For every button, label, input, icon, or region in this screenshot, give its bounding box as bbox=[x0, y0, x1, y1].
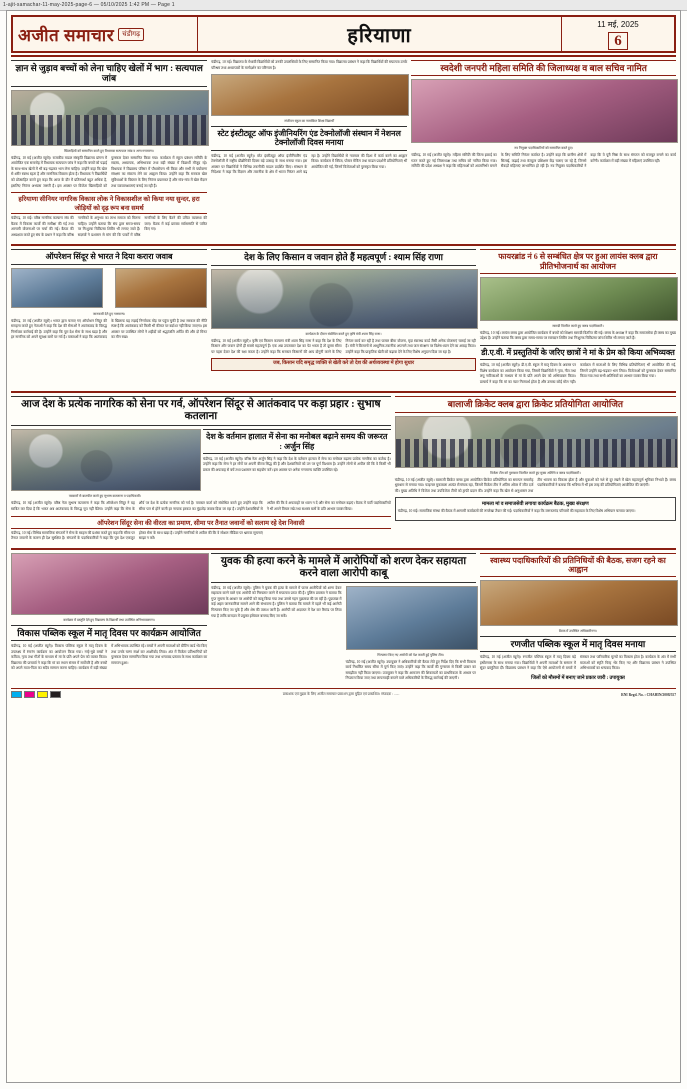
column-a bbox=[11, 60, 207, 241]
newspaper-sheet bbox=[6, 10, 681, 1083]
caption-a4: पत्रकारों से बातचीत करते हुए सुभाष कतलाना व पदाधिकारी। bbox=[68, 494, 142, 499]
headline-a13: फायरब्रांड नं 6 से सम्बंधित क्षेत्र पर हुआ लायंस क्लब द्वारा प्रीतिभोजनार्थ का आयोजन bbox=[480, 249, 676, 273]
body-a7-lead: चंडीगढ़, 10 मई। विद्यालय के मेधावी विद्यार्थियों को उनकी उपलब्धियों के लिए सम्मानित किया गया। विद्यालय प्रबंधन ने कहा कि विद्यार्थियों की सफलता उनके परिश्रम तथा अध्यापकों के मार्गदर्शन का परिणाम है। bbox=[211, 60, 408, 70]
headline-a19: जिलों को मौसमों में बनाए जाने प्रकार जारी : उपायुक्त bbox=[531, 676, 625, 682]
headline-a11: युवक की हत्या करने के मामले में आरोपियों को शरण देकर सहायता करने वाला आरोपी काबू bbox=[211, 553, 476, 583]
body-a5: चंडीगढ़, 10 मई। विभिन्न सामाजिक संगठनों ने सेना के साहस की प्रशंसा करते हुए कहा कि सीमा पर तैनात जवानों के कारण ही देश सुरक्षित है। संगठनों के पदाधिकारियों ने कहा कि पूरा देश एकजुट होकर सेना के साथ खड़ा है। उन्होंने नागरिकों से अपील की कि वे सोशल मीडिया पर भ्रामक सूचनाएं साझा न करें। bbox=[11, 530, 263, 541]
body-a6: चंडीगढ़, 10 मई (अजीत ब्यूरो)। विकास पब्लिक स्कूल में मातृ दिवस के उपलक्ष्य में रंगारंग कार्यक्रम का आयोजन किया गया। नन्हे-मुन्ने बच्चों ने कविता, नृत्य तथा गीतों के माध्यम से मां के प्रति अपने प्रेम को व्यक्त किया। विद्यालय की प्राचार्या ने कहा कि मां का स्थान संसार में सर्वोपरि है और बच्चों को अपने माता-पिता का सदैव सम्मान करना चाहिए। कार्यक्रम में बड़ी संख्या में अभिभावक उपस्थित रहे। बच्चों ने अपनी माताओं को ग्रीटिंग कार्ड भेंट किए तथा उनके चरण स्पर्श कर आशीर्वाद लिया। अंत में विजेता प्रतिभागियों को पुरस्कार देकर सम्मानित किया गया तथा धन्यवाद प्रस्ताव के साथ कार्यक्रम का समापन हुआ। bbox=[11, 643, 208, 671]
body-a12: चंडीगढ़, 10 मई (अजीत ब्यूरो)। महिला समिति की जिला इकाई का गठन करते हुए नई जिलाध्यक्ष तथा सचिव को नामित किया गया। समिति की प्रदेश अध्यक्ष ने कहा कि महिलाओं को आत्मनिर्भर बनाने के लिए समिति निरंतर कार्यरत है। उन्होंने कहा कि ग्रामीण क्षेत्रों में सिलाई, कढ़ाई तथा कंप्यूटर प्रशिक्षण केंद्र चलाए जा रहे हैं, जिनसे सैकड़ों महिलाएं लाभान्वित हो रही हैं। नव नियुक्त पदाधिकारियों ने कहा कि वे पूरी निष्ठा के साथ संगठन को मजबूत बनाने का कार्य करेंगी। कार्यक्रम में बड़ी संख्या में महिलाएं उपस्थित रहीं। bbox=[411, 153, 676, 169]
body-a10: चंडीगढ़, 10 मई (अजीत ब्यूरो)। वरिष्ठ नेता अर्जुन सिंह ने कहा कि देश के वर्तमान हालात में सेना का मनोबल बढ़ाना प्रत्येक नागरिक का कर्तव्य है। उन्होंने कहा कि सेना ने हर मोर्चे पर अपनी वीरता सिद्ध की है और देशवासियों को उन पर पूर्ण विश्वास है। उन्होंने लोगों से अपील की कि वे किसी भी प्रकार की अफवाह से बचें तथा प्रशासन का सहयोग करें। इस अवसर पर अनेक गणमान्य व्यक्ति उपस्थित रहे। bbox=[202, 456, 391, 472]
caption-a6: कार्यक्रम में प्रस्तुति देते हुए विद्यालय के विद्यार्थी तथा उपस्थित अभिभावकगण। bbox=[63, 617, 155, 622]
paper-name: अजीत समाचार bbox=[18, 25, 115, 45]
photo-a9 bbox=[211, 269, 478, 329]
imprint-line: प्रकाशक एवं मुद्रक के लिए अजीत समाचार प्रकाशन द्वारा मुद्रित एवं प्रकाशित। संपादक : ...... bbox=[282, 692, 400, 696]
headline-a3: ऑपरेशन सिंदूर से भारत ने दिया करारा जवाब bbox=[11, 249, 207, 264]
headline-a7: संजीवन स्कूल का नामांकित शिक्षा विद्यार्थी bbox=[284, 119, 335, 124]
photo-a7 bbox=[211, 74, 409, 116]
row-divider-3 bbox=[11, 548, 676, 550]
headline-a15: बालाजी क्रिकेट क्लब द्वारा क्रिकेट प्रतियोगिता आयोजित bbox=[395, 396, 676, 412]
body-a15: चंडीगढ़, 10 मई (अजीत ब्यूरो)। बालाजी क्रिकेट क्लब द्वारा आयोजित क्रिकेट प्रतियोगिता का समापन समारोह धूमधाम से मनाया गया। फाइनल मुकाबला अत्यंत रोमांचक रहा, जिसमें विजेता टीम ने अंतिम ओवर में जीत दर्ज की। मुख्य अतिथि ने विजेता तथा उपविजेता टीमों को ट्राफी प्रदान की। उन्होंने कहा कि खेल से अनुशासन तथा टीम भावना का विकास होता है और युवाओं को नशे से दूर रखने में खेल महत्वपूर्ण भूमिका निभाते हैं। क्लब पदाधिकारियों ने बताया कि भविष्य में भी इस तरह की प्रतियोगिताएं आयोजित की जाएंगी। bbox=[394, 477, 676, 493]
body-a17: चंडीगढ़, 10 मई (अजीत ब्यूरो)। रणजीत पब्लिक स्कूल में मातृ दिवस बड़े हर्षोल्लास के साथ मनाया गया। विद्यार्थियों ने अपनी माताओं के सम्मान में सुंदर प्रस्तुतियां दीं। विद्यालय प्रबंधन ने कहा कि ऐसे आयोजनों से बच्चों में संस्कार तथा पारिवारिक मूल्यों का विकास होता है। कार्यक्रम के अंत में सभी माताओं को स्मृति चिन्ह भेंट किए गए और विद्यालय प्रबंधन ने उपस्थित अभिभावकों का धन्यवाद किया। bbox=[479, 655, 677, 671]
body-a1: चंडीगढ़, 10 मई (अजीत ब्यूरो)। राजकीय माडल संस्कृति विद्यालय प्रांगण में आयोजित एक समारोह में विधायक सत्यपाल जांब ने कहा कि बच्चों को पढ़ाई के साथ-साथ खेलों में भी बढ़-चढ़कर भाग लेना चाहिए। उन्होंने कहा कि खेल से शरीर स्वस्थ रहता है और मानसिक विकास होता है। विधायक ने विद्यार्थियों को प्रोत्साहित करते हुए कहा कि आज के दौर में प्रतिस्पर्धा बहुत अधिक है, इसलिए निरंतर अभ्यास जरूरी है। इस अवसर पर विजेता खिलाड़ियों को पुरस्कार देकर सम्मानित किया गया। कार्यक्रम में स्कूल प्रबंधन समिति के सदस्य, अध्यापक, अभिभावक तथा बड़ी संख्या में विद्यार्थी मौजूद रहे। विधायक ने विद्यालय परिसर में पौधारोपण भी किया और सभी से पर्यावरण संरक्षण का संकल्प लेने का आह्वान किया। उन्होंने कहा कि सरकार खेल सुविधाओं के विस्तार के लिए निरंतर प्रयासरत है और गांव-गांव में खेल मैदान तथा व्यायामशालाएं बनाई जा रही हैं। bbox=[11, 155, 208, 188]
issue-date: 11 मई, 2025 bbox=[597, 19, 639, 29]
masthead-rule bbox=[11, 55, 676, 57]
masthead-left bbox=[13, 17, 198, 51]
column-b4 bbox=[211, 553, 476, 685]
caption-a13: सामग्री वितरित करते हुए क्लब पदाधिकारी। bbox=[552, 323, 604, 328]
headline-a9: देश के लिए किसान व जवान होते हैं महत्वपूर्ण : श्याम सिंह राणा bbox=[211, 249, 476, 265]
photo-a18 bbox=[480, 580, 678, 626]
caption-a15: विजेता टीम को पुरस्कार वितरित करते हुए मुख्य अतिथि व क्लब पदाधिकारी। bbox=[490, 470, 581, 475]
headline-a8: स्टेट इंस्टीट्यूट ऑफ इंजीनियरिंग एंड टेक्नोलॉजी संस्थान में नेशनल टेक्नोलॉजी दिवस मनाया bbox=[211, 126, 407, 150]
caption-a18: बैठक में उपस्थित अधिकारीगण। bbox=[558, 629, 597, 633]
headline-a5: ऑपरेशन सिंदूर सेना की वीरता का प्रमाण, सीमा पर तैनात जवानों को सलाम रहे देश निवासी bbox=[11, 516, 391, 529]
headline-a10: देश के वर्तमान हालात में सेना का मनोबल बढ़ाने समय की जरूरत : अर्जुन सिंह bbox=[203, 429, 391, 453]
city-tag: चंडीगढ़ bbox=[118, 28, 144, 41]
row-2 bbox=[11, 249, 676, 388]
body-a13: चंडीगढ़, 10 मई। लायंस क्लब द्वारा आयोजित कार्यक्रम में बच्चों को शिक्षण सामग्री वितरित की गई। क्लब के अध्यक्ष ने कहा कि समाजसेवा ही क्लब का मुख्य उद्देश्य है। उन्होंने बताया कि क्लब द्वारा समय-समय पर रक्तदान शिविर तथा निःशुल्क चिकित्सा जांच शिविर भी लगाए जाते हैं। bbox=[479, 330, 677, 341]
page-footer bbox=[11, 688, 676, 698]
photo-a15 bbox=[395, 416, 678, 468]
headline-a17: रणजीत पब्लिक स्कूल में मातृ दिवस मनाया bbox=[480, 636, 676, 652]
headline-a18: स्वास्थ्य पदाधिकारियों की प्रतिनिधियों की बैठक, सजग रहने का आह्वान bbox=[480, 553, 676, 577]
body-a16: चंडीगढ़, 10 मई। सामाजिक संस्था की बैठक में आगामी कार्यक्रमों की रूपरेखा तैयार की गई। पदाधिकारियों ने कहा कि जरूरतमंद परिवारों की सहायता के लिए विशेष अभियान चलाया जाएगा। bbox=[397, 509, 636, 514]
window-title-bar: 1-ajit-samachar-11-may-2025-page-6 — 05/10/2025 1:42 PM — Page 1 bbox=[0, 0, 687, 11]
column-c3 bbox=[395, 396, 676, 544]
masthead-center bbox=[198, 17, 561, 51]
page-number: 6 bbox=[608, 32, 628, 50]
column-a3 bbox=[11, 396, 391, 544]
headline-a4: आज देश के प्रत्येक नागरिक को सेना पर गर्व, ऑपरेशन सिंदूर से आतंकवाद पर कड़ा प्रहार : सुभाष कतलाना bbox=[11, 396, 391, 426]
box-a16 bbox=[395, 497, 676, 521]
masthead bbox=[11, 15, 676, 53]
headline-a6: विकास पब्लिक स्कूल में मातृ दिवस पर कार्यक्रम आयोजित bbox=[11, 625, 207, 641]
headline-a16: मामला मां व समाजसेवी लगाया कार्यक्रम बैठक, मुख्य संरक्षण bbox=[482, 502, 589, 508]
column-c bbox=[411, 60, 676, 241]
photo-a13 bbox=[480, 277, 678, 321]
column-b2 bbox=[211, 249, 476, 388]
column-b bbox=[211, 60, 407, 241]
edition-state: हरियाणा bbox=[347, 24, 412, 47]
rni-number: RNI Regd. No. : CHAHIN/2008/557 bbox=[621, 692, 676, 697]
masthead-right bbox=[561, 17, 674, 51]
caption-a3: जानकारी देते हुए गणमान्य। bbox=[92, 311, 126, 316]
photo-a4 bbox=[11, 429, 201, 491]
photo-a3 bbox=[11, 268, 103, 308]
caption-a12: नव नियुक्त पदाधिकारियों को सम्मानित करते हुए। bbox=[514, 146, 574, 151]
body-a14: चंडीगढ़, 10 मई (अजीत ब्यूरो)। डी.ए.वी. स्कूल में मातृ दिवस के अवसर पर विशेष कार्यक्रम का आयोजन किया गया, जिसमें विद्यार्थियों ने नृत्य, गीत तथा लघु नाटिकाओं के माध्यम से मां के प्रति अपने प्रेम को अभिव्यक्त किया। प्राचार्य ने कहा कि मां का प्यार निःस्वार्थ होता है और उसका कोई मोल नहीं। कार्यक्रम में माताओं के लिए विभिन्न प्रतियोगिताएं भी आयोजित की गईं, जिनमें उन्होंने बढ़-चढ़कर भाग लिया। विजेताओं को पुरस्कार देकर सम्मानित किया गया तथा सभी अतिथियों का आभार व्यक्त किया गया। bbox=[479, 363, 677, 384]
registration-marks bbox=[11, 691, 61, 698]
body-a11: चंडीगढ़, 10 मई (अजीत ब्यूरो)। पुलिस ने युवक की हत्या के मामले में फरार आरोपियों को शरण देकर सहायता करने वाले एक आरोपी को गिरफ्तार करने में सफलता प्राप्त की है। पुलिस प्रवक्ता ने बताया कि गुप्त सूचना के आधार पर आरोपी को काबू किया गया तथा उससे गहन पूछताछ की जा रही है। पूछताछ में कई अहम जानकारियां सामने आने की संभावना है। पुलिस ने बताया कि मामले में पहले भी कई आरोपी गिरफ्तार किए जा चुके हैं और शेष की तलाश जारी है। आरोपी को अदालत में पेश कर रिमांड पर लिया गया है ताकि वारदात में प्रयुक्त हथियार बरामद किए जा सकें। bbox=[211, 585, 342, 618]
photo-a3b bbox=[115, 268, 207, 308]
photo-a11 bbox=[346, 586, 478, 650]
caption-a1: खिलाड़ियों को सम्मानित करते हुए विधायक सत्यपाल जांब व अन्य गणमान्य। bbox=[64, 148, 154, 153]
body-a3: चंडीगढ़, 10 मई (अजीत ब्यूरो)। भारत द्वारा चलाए गए ऑपरेशन सिंदूर की सराहना करते हुए नेताओं ने कहा कि देश की सेनाओं ने आतंकवाद के विरुद्ध निर्णायक कार्रवाई की है। उन्होंने कहा कि पूरा देश सेना के साथ खड़ा है और हर नागरिक को अपने सुरक्षा बलों पर गर्व है। वक्ताओं ने कहा कि आतंकवाद के खिलाफ यह लड़ाई निर्णायक मोड़ पर पहुंच चुकी है तथा सरकार की नीति स्पष्ट है कि आतंकवाद को किसी भी कीमत पर बर्दाश्त नहीं किया जाएगा। इस अवसर पर उपस्थित लोगों ने शहीदों को श्रद्धांजलि अर्पित की और दो मिनट का मौन रखा। bbox=[11, 318, 208, 340]
headline-a1: ज्ञान से जुड़ाव बच्चों को लेना चाहिए खेलों में भाग : सत्यपाल जांब bbox=[11, 60, 207, 87]
row-3 bbox=[11, 396, 676, 544]
column-a2 bbox=[11, 249, 207, 388]
body-a8: चंडीगढ़, 10 मई (अजीत ब्यूरो)। स्टेट इंस्टीट्यूट ऑफ इंजीनियरिंग एंड टेक्नोलॉजी में राष्ट्रीय प्रौद्योगिकी दिवस बड़े उत्साह के साथ मनाया गया। इस अवसर पर विद्यार्थियों ने विभिन्न तकनीकी माडल प्रदर्शित किए। संस्थान के निदेशक ने कहा कि विज्ञान और तकनीक के क्षेत्र में भारत निरंतर आगे बढ़ रहा है। उन्होंने विद्यार्थियों से नवाचार की दिशा में कार्य करने का आह्वान किया। कार्यक्रम में क्विज, पोस्टर मेकिंग तथा माडल प्रदर्शनी प्रतियोगिताएं भी आयोजित की गईं, जिनमें विजेताओं को पुरस्कृत किया गया। bbox=[211, 153, 408, 175]
body-a9: चंडीगढ़, 10 मई (अजीत ब्यूरो)। कृषि एवं किसान कल्याण मंत्री श्याम सिंह राणा ने कहा कि देश के लिए किसान और जवान दोनों ही सबसे महत्वपूर्ण हैं। एक अन्न उपजाकर देश का पेट भरता है तो दूसरा सीमा पर पहरा देकर देश की रक्षा करता है। उन्होंने कहा कि सरकार किसानों की आय दोगुनी करने के लिए निरंतर कार्य कर रही है तथा फसल बीमा योजना, मृदा स्वास्थ्य कार्ड जैसी अनेक योजनाएं चलाई जा रही हैं। मंत्री ने किसानों से आधुनिक तकनीक अपनाने तथा जल संरक्षण पर विशेष ध्यान देने का आग्रह किया। उन्होंने कहा कि प्राकृतिक खेती को बढ़ावा देने के लिए विशेष अनुदान दिया जा रहा है। bbox=[211, 338, 476, 354]
body-a4: चंडीगढ़, 10 मई (अजीत ब्यूरो)। वरिष्ठ नेता सुभाष कतलाना ने कहा कि ऑपरेशन सिंदूर ने यह साबित कर दिया है कि भारत अब आतंकवाद के विरुद्ध चुप नहीं बैठेगा। उन्होंने कहा कि सेना के शौर्य पर देश के प्रत्येक नागरिक को गर्व है। पत्रकार वार्ता को संबोधित करते हुए उन्होंने कहा कि सीमा पार से होने वाली हर नापाक हरकत का मुंहतोड़ जवाब दिया जा रहा है। उन्होंने देशवासियों से अपील की कि वे अफवाहों पर ध्यान न दें और सेना का मनोबल बढ़ाएं। बैठक में पार्टी पदाधिकारियों ने भी अपने विचार रखे तथा सशस्त्र बलों के प्रति आभार व्यक्त किया। bbox=[11, 501, 391, 511]
caption-a9: कार्यक्रम के दौरान संबोधित करते हुए कृषि मंत्री श्याम सिंह राणा। bbox=[305, 331, 382, 336]
pullquote-a9: जब, किसान यदि समृद्ध व्यक्ति से खेती करे तो देश की अर्थव्यवस्था में होगा सुधार bbox=[211, 358, 476, 371]
headline-a14: डी.ए.वी. में प्रस्तुतियों के जरिए छात्रों ने मां के प्रेम को किया अभिव्यक्त bbox=[480, 345, 676, 360]
row-divider-2 bbox=[11, 391, 676, 393]
photo-a12 bbox=[411, 79, 678, 143]
column-c2 bbox=[480, 249, 676, 388]
row-4 bbox=[11, 553, 676, 685]
row-divider-1 bbox=[11, 244, 676, 246]
column-c4 bbox=[480, 553, 676, 685]
column-a4 bbox=[11, 553, 207, 685]
headline-a12: स्वदेशी जनपरी महिला समिति की जिलाध्यक्ष व बाल सचिव नामित bbox=[411, 60, 676, 76]
caption-a11: गिरफ्तार किए गए आरोपी को पेश करती हुई पुलिस टीम। bbox=[377, 652, 445, 657]
photo-a6 bbox=[11, 553, 209, 615]
body-a19: चंडीगढ़, 10 मई (अजीत ब्यूरो)। उपायुक्त ने अधिकारियों की बैठक लेते हुए निर्देश दिए कि सभी विकास कार्य निर्धारित समय सीमा में पूर्ण किए जाएं। उन्होंने कहा कि कार्यों की गुणवत्ता से किसी प्रकार का समझौता नहीं किया जाएगा। उपायुक्त ने कहा कि आमजन की शिकायतों का प्राथमिकता के आधार पर निपटारा किया जाए तथा लापरवाही बरतने वाले अधिकारियों के विरुद्ध कार्रवाई की जाएगी। bbox=[345, 659, 476, 681]
body-a2: चंडीगढ़, 10 मई। वरिष्ठ नागरिक कल्याण संघ की बैठक में विकास कार्यों की समीक्षा की गई तथा आगामी योजनाओं पर चर्चा की गई। बैठक की अध्यक्षता करते हुए संघ के प्रधान ने कहा कि वरिष्ठ नागरिकों के अनुभव का लाभ समाज को मिलना चाहिए। उन्होंने बताया कि संघ द्वारा समय-समय पर निःशुल्क चिकित्सा शिविर भी लगाए जाते हैं। सदस्यों ने प्रशासन से मांग की कि पार्कों में वरिष्ठ नागरिकों के लिए बैठने की उचित व्यवस्था की जाए। बैठक में कई प्रस्ताव सर्वसम्मति से पारित किए गए। bbox=[11, 216, 208, 237]
photo-a1 bbox=[11, 90, 209, 146]
headline-a2: हरियाणा सीनियर नागरिक विकास लोक ने विकासशील को किया नया सुन्दर, हरा जोड़ियों को दृढ़ रूप बना समर्थ bbox=[11, 192, 207, 214]
row-1 bbox=[11, 60, 676, 241]
